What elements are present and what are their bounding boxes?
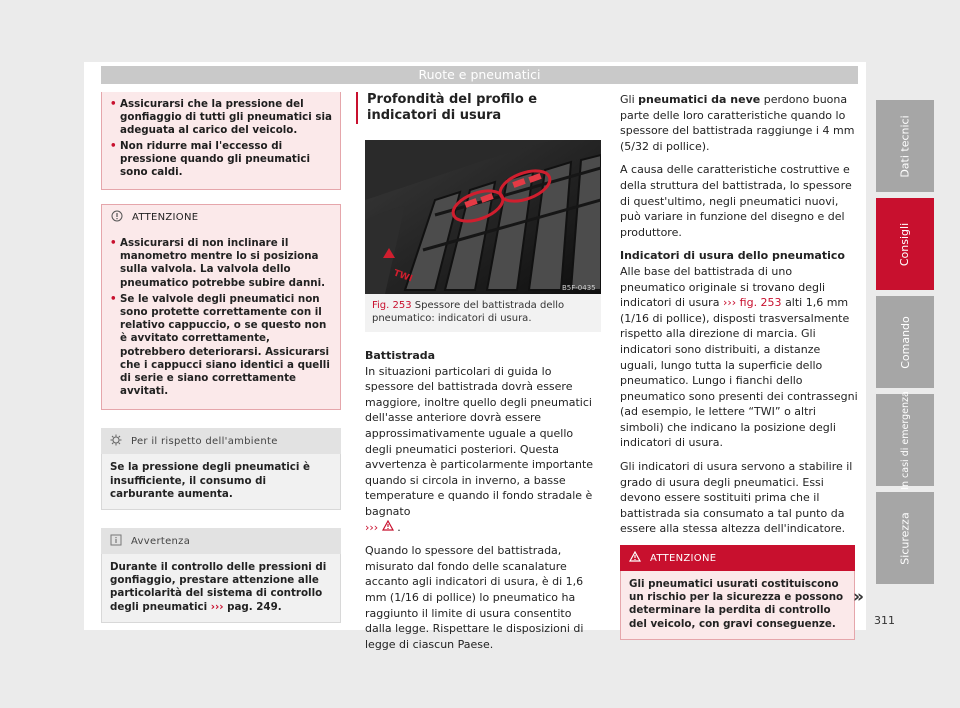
page-number: 311 [874, 614, 895, 627]
attention-box-title: ATTENZIONE [620, 545, 855, 571]
figure-code: B5F-0435 [562, 284, 596, 292]
figure-253 [365, 140, 601, 332]
tab-sicurezza[interactable]: Sicurezza [876, 492, 934, 584]
tab-in-casi-di-emergenza[interactable]: In casi di emergenza [876, 394, 934, 486]
section-title: Profondità del profilo e indicatori di usura [356, 92, 600, 124]
bullet-item: • Assicurarsi che la pressione del gonfiaggio di tutti gli pneumatici sia adeguata al carico del veicolo. [110, 98, 332, 136]
bullet-icon: • [110, 237, 117, 249]
paragraph: Quando lo spessore del battistrada, misurato dal fondo delle scanalature accanto agli indicatori di usura, è di 1,6 mm (1/16 di pollice) lo pneumatico ha raggiunto il limite di usura consentito dalla legge. Rispettare le disposizioni di legge di ciascun Paese. [365, 544, 584, 651]
attention-box-title: ATTENZIONE [101, 204, 341, 230]
subheading: Indicatori di usura dello pneumatico [620, 249, 845, 263]
figure-caption-label: Fig. 253 [372, 300, 412, 311]
warning-triangle-icon [620, 551, 650, 565]
attention-box [101, 204, 341, 410]
environment-box-body: Se la pressione degli pneumatici è insufficiente, il consumo di carburante aumenta. [101, 454, 341, 510]
page-link-arrow: ››› [210, 600, 224, 613]
tab-dati-tecnici[interactable]: Dati tecnici [876, 100, 934, 192]
warning-triangle-icon[interactable] [382, 521, 398, 534]
column-left [101, 92, 341, 623]
leaf-icon [101, 434, 131, 449]
tire-tread-image [365, 140, 601, 294]
column-middle [356, 92, 600, 660]
bullet-icon: • [110, 98, 117, 110]
tab-comando[interactable]: Comando [876, 296, 934, 388]
attention-box [620, 545, 855, 640]
environment-box [101, 428, 341, 510]
paragraph: Gli indicatori di usura servono a stabilire il grado di usura degli pneumatici. Essi devono essere sostituiti prima che il battistrada sia consumato a tal punto da essere alla stessa altezza dell'indicatore. [620, 460, 853, 536]
paragraph: Gli pneumatici da neve perdono buona parte delle loro caratteristiche quando lo spessore del battistrada raggiunge i 4 mm (5/32 di pollice). [620, 93, 855, 153]
bullet-item: • Se le valvole degli pneumatici non sono protette correttamente con il relativo cappuccio, o se questo non è avvitato correttamente, potrebbero deteriorarsi. Assicurarsi che i cappucci siano identici a quelli di serie e siano correttamente avvitati. [110, 292, 330, 398]
attention-box-body [101, 230, 341, 410]
continue-arrow-icon: » [853, 587, 864, 607]
warning-box-continued [101, 92, 341, 190]
tread-text [365, 348, 600, 652]
paragraph: Alle base del battistrada di uno pneumatico originale si trovano degli indicatori di usura ››› fig. 253 alti 1,6 mm (1/16 di pollice), disposti trasversalmente rispetto alla direzione di marcia. Gli indicatori sono distribuiti, a distanze uguali, lungo tutta la superficie dello pneumatico. Lungo i fianchi dello pneumatico sono presenti dei contrassegni (ad esempio, le lettere “TWI” o altri simboli) che indicano la posizione degli indicatori di usura. [620, 264, 858, 450]
figure-link[interactable]: fig. 253 [739, 296, 782, 310]
bullet-item: • Assicurarsi di non inclinare il manometro mentre lo si posiziona sulla valvola. La valvola dello pneumatico potrebbe subire danni. [110, 237, 326, 289]
page-link[interactable]: pag. 249 [227, 600, 278, 613]
note-box-body: Durante il controllo delle pressioni di gonfiaggio, prestare attenzione alle particolarità del sistema di controllo degli pneumatici ››› pag. 249. [101, 554, 341, 623]
warning-circle-icon [102, 210, 132, 225]
twi-label: TWI [391, 268, 414, 285]
page-header: Ruote e pneumatici [101, 66, 858, 84]
bullet-item: • Non ridurre mai l'eccesso di pressione quando gli pneumatici sono caldi. [110, 140, 310, 178]
bullet-icon: • [110, 140, 117, 152]
subheading: Battistrada [365, 349, 436, 362]
note-box-title: Avvertenza [101, 528, 341, 554]
tire-tread-illustration [365, 140, 601, 294]
bullet-icon: • [110, 292, 117, 305]
column-right [620, 92, 860, 640]
info-icon [101, 534, 131, 549]
environment-box-title: Per il rispetto dell'ambiente [101, 428, 341, 454]
tab-consigli[interactable]: Consigli [876, 198, 934, 290]
attention-box-body: Gli pneumatici usurati costituiscono un rischio per la sicurezza e possono determinare la perdita di controllo del veicolo, con gravi conseguenze. [620, 571, 855, 640]
paragraph: In situazioni particolari di guida lo spessore del battistrada dovrà essere maggiore, inoltre quello degli pneumatici dell'asse anteriore dovrà essere approssimativamente uguale a quello degli pneumatici posteriori. Questa avvertenza è particolarmente importante quando si circola in inverno, a basse temperature e quando il fondo stradale è bagnato ››› . [365, 364, 594, 534]
wear-text [620, 92, 860, 537]
paragraph: A causa delle caratteristiche costruttive e della struttura del battistrada, lo spessore di quest'ultimo, negli pneumatici nuovi, può variare in funzione del disegno e del produttore. [620, 163, 852, 239]
note-box [101, 528, 341, 623]
figure-caption: Fig. 253 Spessore del battistrada dello pneumatico: indicatori di usura. [372, 300, 565, 324]
